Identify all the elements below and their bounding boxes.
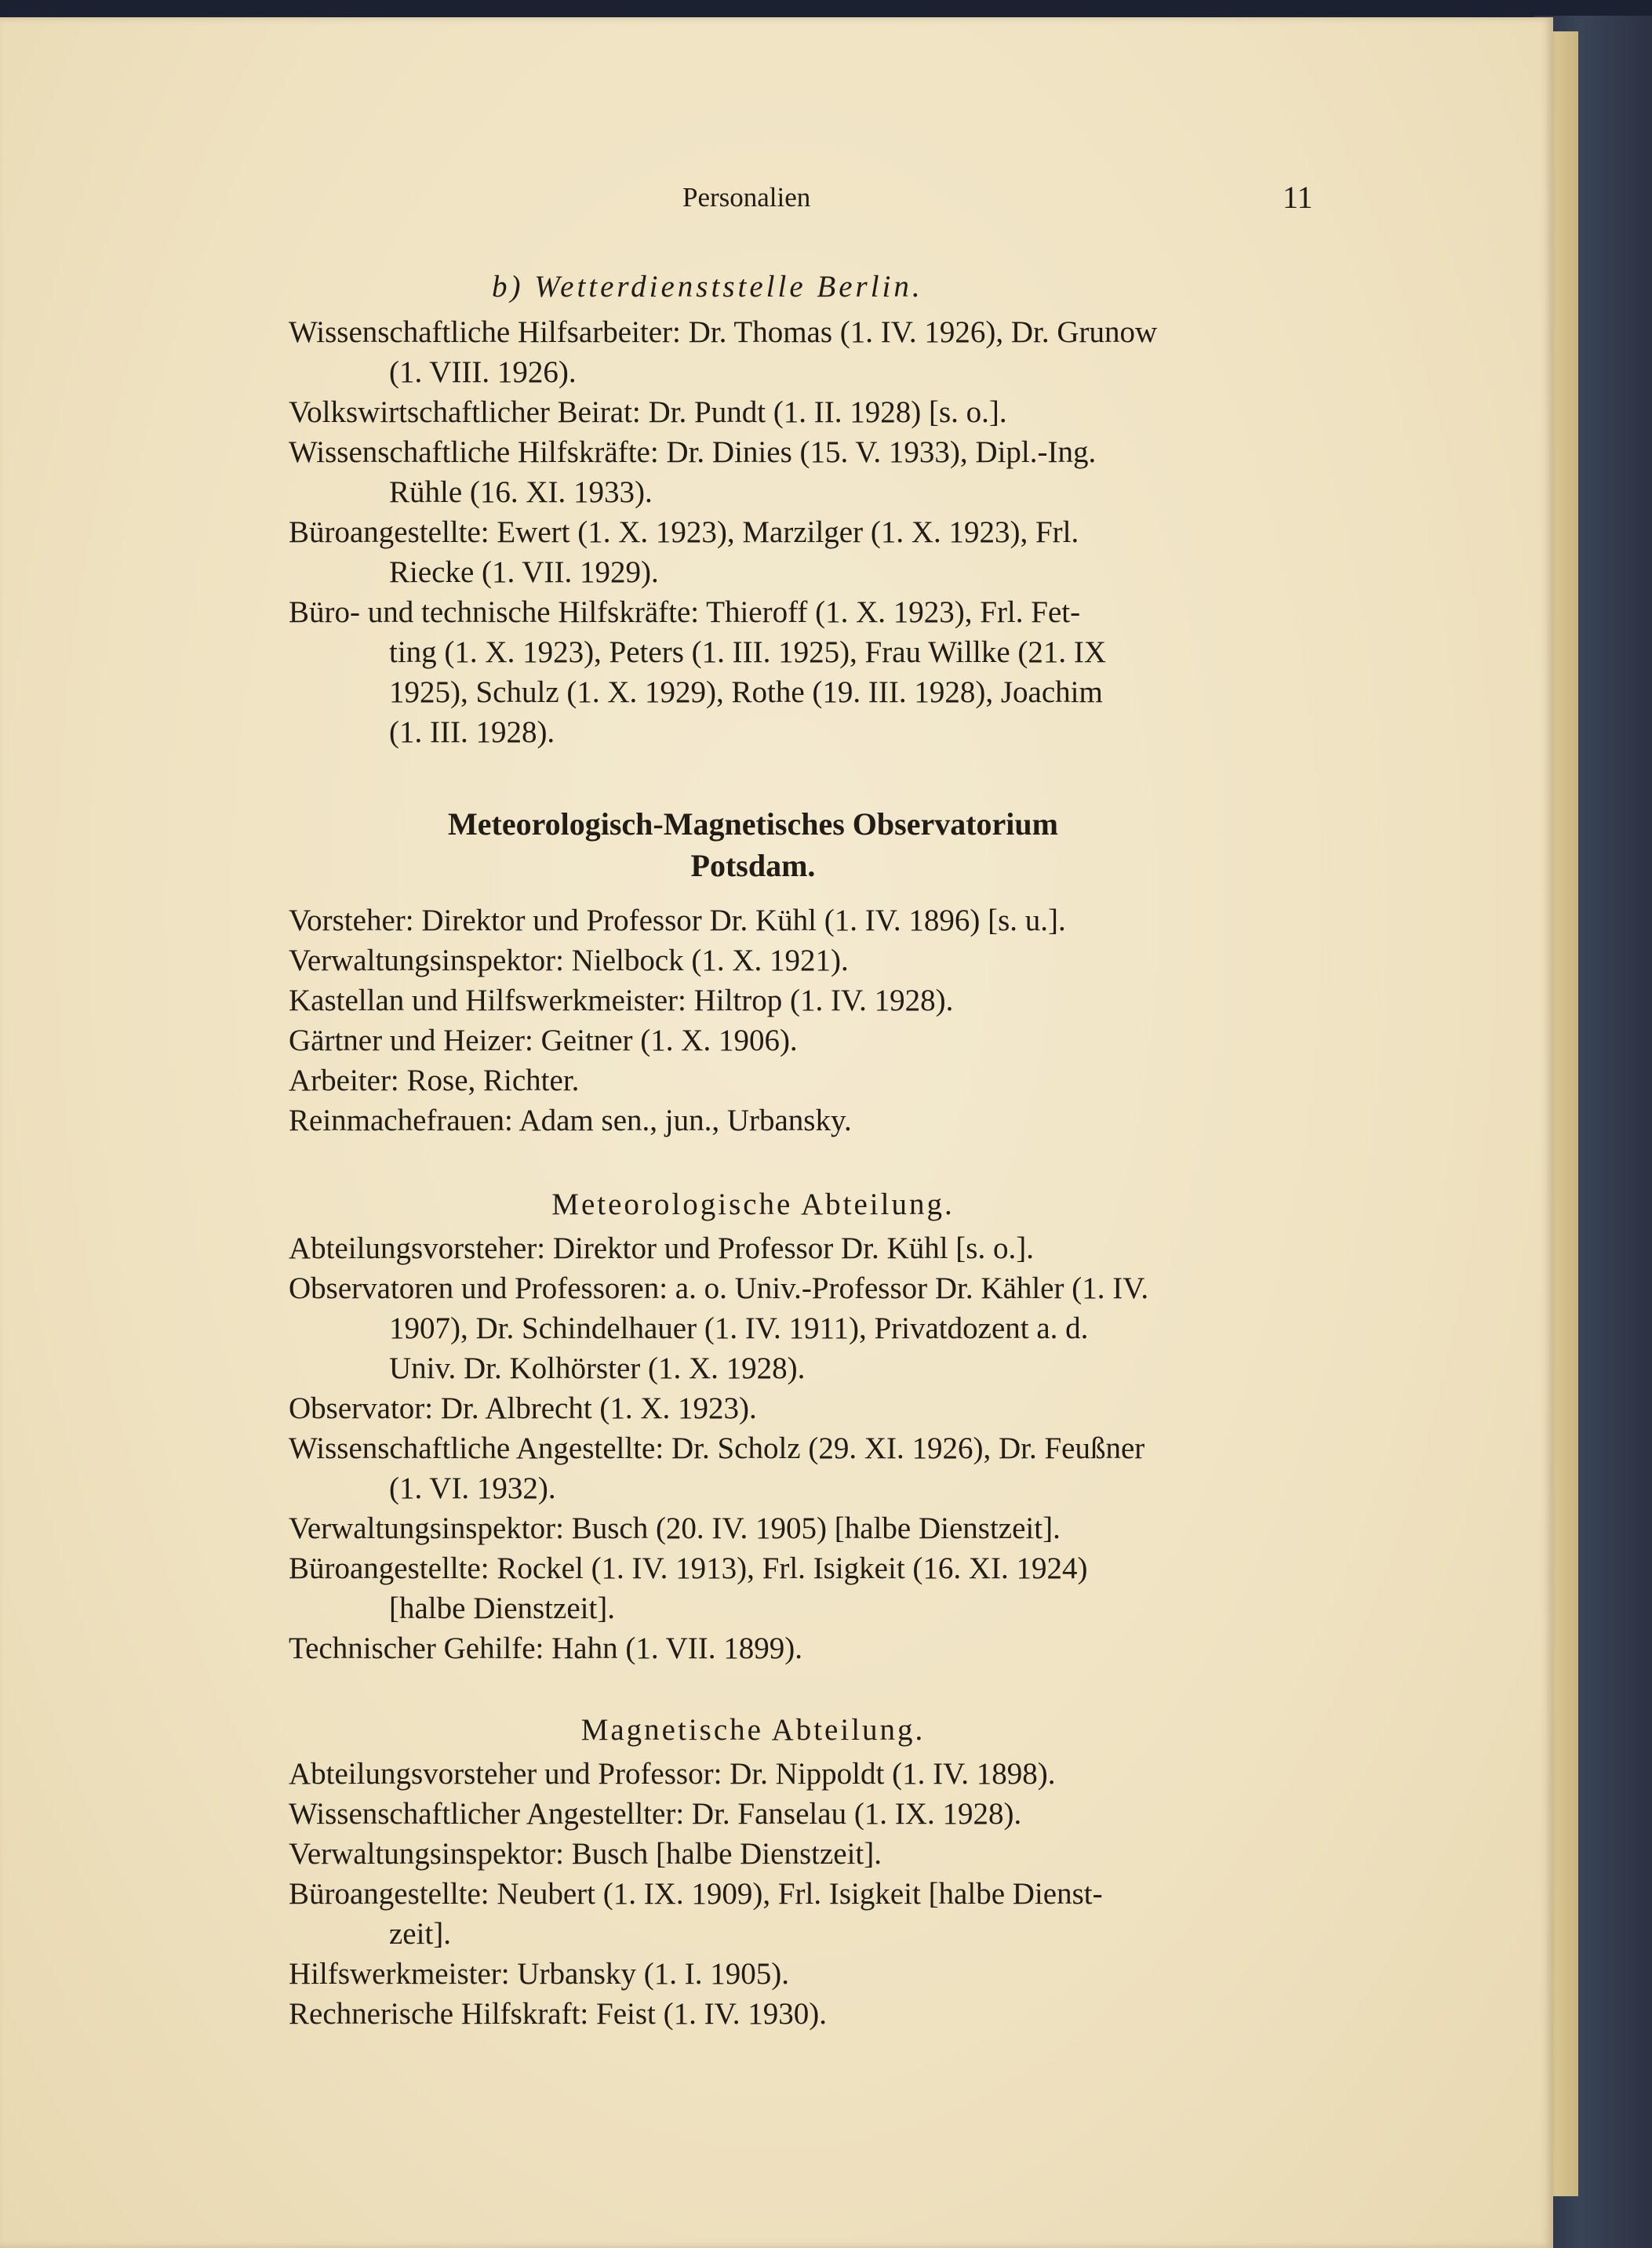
text-line: Abteilungsvorsteher und Professor: Dr. Nippoldt (1. IV. 1898). bbox=[289, 1757, 1056, 1791]
text-line: Univ. Dr. Kolhörster (1. X. 1928). bbox=[389, 1351, 806, 1385]
running-title: Personalien bbox=[682, 182, 811, 213]
text-line: Reinmachefrauen: Adam sen., jun., Urbansky. bbox=[289, 1104, 852, 1137]
text-line: Büroangestellte: Neubert (1. IX. 1909), Frl. Isigkeit [halbe Dienst- bbox=[289, 1877, 1103, 1911]
text-line: Observatoren und Professoren: a. o. Univ.-Professor Dr. Kähler (1. IV. bbox=[289, 1271, 1149, 1305]
section-title-potsdam: Potsdam. bbox=[690, 848, 816, 883]
page-number: 11 bbox=[1283, 180, 1313, 215]
text-line: Büroangestellte: Rockel (1. IV. 1913), Frl. Isigkeit (16. XI. 1924) bbox=[289, 1551, 1088, 1585]
text-line: Rühle (16. XI. 1933). bbox=[389, 475, 653, 509]
book-top-edge bbox=[0, 0, 1652, 17]
section-title-observatorium: Meteorologisch-Magnetisches Observatorium bbox=[448, 806, 1058, 842]
text-line: Gärtner und Heizer: Geitner (1. X. 1906). bbox=[289, 1024, 798, 1057]
section-title-wetterdienststelle: b) Wetterdienststelle Berlin. bbox=[492, 270, 923, 304]
text-line: 1925), Schulz (1. X. 1929), Rothe (19. III. 1928), Joachim bbox=[389, 675, 1103, 709]
text-line: (1. VIII. 1926). bbox=[389, 355, 577, 389]
text-line: Wissenschaftliche Hilfskräfte: Dr. Dinies (15. V. 1933), Dipl.-Ing. bbox=[289, 435, 1097, 469]
text-line: Wissenschaftliche Angestellte: Dr. Scholz (29. XI. 1926), Dr. Feußner bbox=[289, 1431, 1145, 1465]
text-line: Abteilungsvorsteher: Direktor und Professor Dr. Kühl [s. o.]. bbox=[289, 1231, 1034, 1265]
text-line: Technischer Gehilfe: Hahn (1. VII. 1899). bbox=[289, 1631, 803, 1665]
book-page bbox=[0, 17, 1553, 2248]
text-line: Kastellan und Hilfswerkmeister: Hiltrop (1. IV. 1928). bbox=[289, 984, 954, 1017]
section-title-meteorologische-abteilung: Meteorologische Abteilung. bbox=[551, 1188, 955, 1221]
text-line: Verwaltungsinspektor: Busch [halbe Dienstzeit]. bbox=[289, 1837, 882, 1871]
text-line: [halbe Dienstzeit]. bbox=[389, 1591, 616, 1625]
section-title-magnetische-abteilung: Magnetische Abteilung. bbox=[580, 1713, 926, 1747]
text-line: Rechnerische Hilfskraft: Feist (1. IV. 1930). bbox=[289, 1997, 827, 2031]
text-line: ting (1. X. 1923), Peters (1. III. 1925), Frau Willke (21. IX bbox=[389, 635, 1107, 669]
text-line: Arbeiter: Rose, Richter. bbox=[289, 1064, 580, 1097]
text-line: Hilfswerkmeister: Urbansky (1. I. 1905). bbox=[289, 1957, 789, 1991]
text-line: Verwaltungsinspektor: Busch (20. IV. 1905) [halbe Dienstzeit]. bbox=[289, 1511, 1061, 1545]
text-line: (1. VI. 1932). bbox=[389, 1471, 556, 1505]
text-line: Volkswirtschaftlicher Beirat: Dr. Pundt (1. II. 1928) [s. o.]. bbox=[289, 395, 1007, 429]
text-line: 1907), Dr. Schindelhauer (1. IV. 1911), Privatdozent a. d. bbox=[389, 1311, 1089, 1345]
text-line: Büro- und technische Hilfskräfte: Thieroff (1. X. 1923), Frl. Fet- bbox=[289, 595, 1081, 629]
text-line: Wissenschaftlicher Angestellter: Dr. Fanselau (1. IX. 1928). bbox=[289, 1797, 1022, 1831]
text-line: Observator: Dr. Albrecht (1. X. 1923). bbox=[289, 1391, 757, 1425]
text-line: (1. III. 1928). bbox=[389, 715, 555, 749]
text-line: Wissenschaftliche Hilfsarbeiter: Dr. Thomas (1. IV. 1926), Dr. Grunow bbox=[289, 315, 1158, 349]
text-line: zeit]. bbox=[389, 1917, 452, 1951]
text-line: Vorsteher: Direktor und Professor Dr. Kühl (1. IV. 1896) [s. u.]. bbox=[289, 904, 1066, 937]
text-line: Büroangestellte: Ewert (1. X. 1923), Marzilger (1. X. 1923), Frl. bbox=[289, 515, 1079, 549]
text-line: Verwaltungsinspektor: Nielbock (1. X. 1921). bbox=[289, 944, 849, 977]
text-line: Riecke (1. VII. 1929). bbox=[389, 555, 659, 589]
